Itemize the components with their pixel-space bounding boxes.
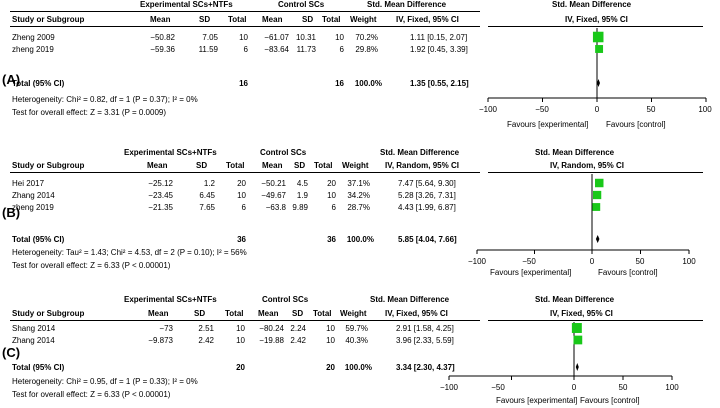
study-ci: 7.47 [5.64, 9.30] (398, 179, 456, 188)
study-n2: 10 (327, 191, 336, 200)
study-weight: 34.2% (347, 191, 370, 200)
study-n2: 6 (331, 203, 336, 212)
study-mean1: −25.12 (148, 179, 173, 188)
study-mean1: −21.35 (148, 203, 173, 212)
group2-header: Control SCs (260, 148, 307, 157)
total2-header: Total (314, 161, 333, 170)
mean1-header: Mean (147, 161, 168, 170)
group1-header: Experimental SCs+NTFs (124, 148, 217, 157)
study-sd1: 11.59 (198, 45, 218, 54)
mean1-header: Mean (150, 15, 171, 24)
x-tick-label: 50 (635, 257, 645, 266)
effect-header: Std. Mean Difference (370, 295, 450, 304)
study-ci: 3.96 [2.33, 5.59] (396, 336, 454, 345)
effect-sub-header: IV, Random, 95% CI (385, 161, 459, 170)
x-tick-label: −50 (535, 105, 549, 114)
study-weight: 59.7% (345, 324, 368, 333)
study-mean1: −23.45 (148, 191, 173, 200)
study-mean1: −9.873 (148, 336, 173, 345)
total1-header: Total (226, 161, 245, 170)
study-weight: 29.8% (355, 45, 378, 54)
study-sd2: 2.42 (290, 336, 306, 345)
x-tick-label: −100 (439, 383, 459, 392)
total2-header: Total (313, 309, 332, 318)
study-name: Shang 2014 (12, 324, 56, 333)
study-name: zheng 2019 (12, 45, 54, 54)
x-tick-label: −50 (491, 383, 505, 392)
study-sd2: 10.31 (295, 33, 316, 42)
overall-effect-text: Test for overall effect: Z = 6.33 (P < 0.00001) (12, 261, 171, 270)
total-n1: 36 (237, 235, 246, 244)
sd2-header: SD (294, 161, 306, 170)
study-n1: 10 (237, 191, 246, 200)
favours-right-label: Favours [control] (580, 396, 640, 405)
total-n2: 20 (326, 363, 335, 372)
study-col-header: Study or Subgroup (12, 15, 85, 24)
panel-label-b: (B) (2, 205, 21, 220)
study-sd1: 2.42 (198, 336, 214, 345)
panel-label-a: (A) (2, 72, 21, 87)
study-ci: 5.28 [3.26, 7.31] (398, 191, 456, 200)
x-tick-label: −50 (522, 257, 536, 266)
x-tick-label: 50 (618, 383, 628, 392)
study-n1: 10 (236, 324, 245, 333)
weight-header: Weight (350, 15, 377, 24)
study-sd2: 1.9 (296, 191, 308, 200)
sd1-header: SD (199, 15, 211, 24)
x-tick-label: −100 (478, 105, 498, 114)
panel-label-c: (C) (2, 345, 21, 360)
group2-header: Control SCs (278, 0, 325, 9)
study-n1: 6 (243, 45, 248, 54)
total-n2: 36 (327, 235, 336, 244)
heterogeneity-text: Heterogeneity: Chi² = 0.82, df = 1 (P = 0.37); I² = 0% (12, 95, 198, 104)
total-n2: 16 (335, 79, 344, 88)
favours-left-label: Favours [experimental] (490, 268, 572, 277)
total-label: Total (95% CI) (12, 79, 65, 88)
study-mean1: −50.82 (150, 33, 175, 42)
plot-effect-header: Std. Mean Difference (535, 148, 615, 157)
total-n1: 16 (239, 79, 248, 88)
study-mean2: −61.07 (264, 33, 289, 42)
study-n2: 6 (339, 45, 344, 54)
total1-header: Total (225, 309, 244, 318)
study-name: Hei 2017 (12, 179, 45, 188)
total1-header: Total (228, 15, 247, 24)
group1-header: Experimental SCs+NTFs (124, 295, 217, 304)
study-n2: 10 (326, 324, 335, 333)
study-name: Zheng 2009 (12, 33, 55, 42)
study-mean2: −50.21 (261, 179, 286, 188)
study-sd1: 2.51 (198, 324, 214, 333)
x-tick-label: 100 (698, 105, 712, 114)
study-sd1: 6.45 (199, 191, 215, 200)
study-n1: 6 (241, 203, 246, 212)
plot-effect-header: Std. Mean Difference (552, 0, 632, 9)
study-col-header: Study or Subgroup (12, 161, 85, 170)
total-weight: 100.0% (354, 79, 382, 88)
group1-header: Experimental SCs+NTFs (140, 0, 233, 9)
study-name: zheng 2019 (12, 203, 54, 212)
study-sd2: 11.73 (296, 45, 316, 54)
effect-sub-header: IV, Fixed, 95% CI (385, 309, 448, 318)
weight-header: Weight (342, 161, 369, 170)
x-tick-label: 0 (589, 257, 595, 266)
study-sd1: 7.05 (202, 33, 218, 42)
study-ci: 1.92 [0.45, 3.39] (410, 45, 468, 54)
study-sd2: 2.24 (290, 324, 306, 333)
favours-left-label: Favours [experimental] (507, 120, 589, 129)
study-marker (595, 179, 603, 187)
study-marker (593, 191, 601, 199)
pooled-diamond (576, 363, 579, 371)
study-marker (574, 336, 583, 345)
total-label: Total (95% CI) (12, 235, 65, 244)
study-mean1: −59.36 (150, 45, 175, 54)
mean1-header: Mean (148, 309, 169, 318)
mean2-header: Mean (262, 161, 283, 170)
effect-header: Std. Mean Difference (380, 148, 460, 157)
study-name: Zhang 2014 (12, 336, 55, 345)
study-n2: 10 (326, 336, 335, 345)
study-sd2: 9.89 (292, 203, 308, 212)
study-mean2: −49.67 (261, 191, 286, 200)
favours-right-label: Favours [control] (606, 120, 666, 129)
x-tick-label: 0 (594, 105, 600, 114)
total-ci: 3.34 [2.30, 4.37] (396, 363, 455, 372)
total-weight: 100.0% (346, 235, 374, 244)
study-sd1: 7.65 (199, 203, 215, 212)
study-marker (592, 203, 600, 211)
study-mean2: −19.88 (259, 336, 284, 345)
plot-effect-header: Std. Mean Difference (535, 295, 615, 304)
study-marker (595, 45, 603, 53)
study-sd1: 1.2 (203, 179, 215, 188)
study-n1: 10 (236, 336, 245, 345)
total-label: Total (95% CI) (12, 363, 65, 372)
study-weight: 28.7% (347, 203, 370, 212)
sd2-header: SD (292, 309, 304, 318)
weight-header: Weight (340, 309, 367, 318)
favours-right-label: Favours [control] (598, 268, 658, 277)
study-sd2: 4.5 (296, 179, 308, 188)
total-ci: 5.85 [4.04, 7.66] (398, 235, 457, 244)
x-tick-label: 50 (646, 105, 656, 114)
x-tick-label: −100 (467, 257, 487, 266)
effect-header: Std. Mean Difference (367, 0, 447, 9)
plot-sub-header: IV, Random, 95% CI (550, 161, 624, 170)
mean2-header: Mean (258, 309, 279, 318)
sd2-header: SD (302, 15, 314, 24)
x-tick-label: 100 (682, 257, 696, 266)
overall-effect-text: Test for overall effect: Z = 3.31 (P = 0.0009) (12, 108, 167, 117)
study-weight: 70.2% (355, 33, 378, 42)
plot-sub-header: IV, Fixed, 95% CI (565, 15, 628, 24)
study-n1: 20 (237, 179, 246, 188)
sd1-header: SD (194, 309, 206, 318)
study-ci: 4.43 [1.99, 6.87] (398, 203, 456, 212)
group2-header: Control SCs (262, 295, 309, 304)
overall-effect-text: Test for overall effect: Z = 6.33 (P < 0.00001) (12, 390, 171, 399)
favours-left-label: Favours [experimental] (496, 396, 578, 405)
total-ci: 1.35 [0.55, 2.15] (410, 79, 469, 88)
study-ci: 2.91 [1.58, 4.25] (396, 324, 454, 333)
study-marker (593, 32, 604, 43)
x-tick-label: 100 (665, 383, 679, 392)
study-mean1: −73 (159, 324, 173, 333)
study-ci: 1.11 [0.15, 2.07] (410, 33, 468, 42)
plot-sub-header: IV, Fixed, 95% CI (550, 309, 613, 318)
x-tick-label: 0 (571, 383, 577, 392)
study-n2: 20 (327, 179, 336, 188)
total-n1: 20 (236, 363, 245, 372)
study-mean2: −63.8 (265, 203, 286, 212)
pooled-diamond (596, 235, 600, 243)
mean2-header: Mean (262, 15, 283, 24)
sd1-header: SD (196, 161, 208, 170)
study-mean2: −83.64 (264, 45, 289, 54)
study-name: Zhang 2014 (12, 191, 55, 200)
study-marker (572, 323, 582, 333)
study-weight: 40.3% (345, 336, 368, 345)
study-weight: 37.1% (347, 179, 370, 188)
study-n1: 10 (239, 33, 248, 42)
study-n2: 10 (335, 33, 344, 42)
heterogeneity-text: Heterogeneity: Chi² = 0.95, df = 1 (P = 0.33); I² = 0% (12, 377, 198, 386)
total-weight: 100.0% (344, 363, 372, 372)
study-mean2: −80.24 (259, 324, 284, 333)
heterogeneity-text: Heterogeneity: Tau² = 1.43; Chi² = 4.53, df = 2 (P = 0.10); I² = 56% (12, 248, 247, 257)
total2-header: Total (322, 15, 341, 24)
study-col-header: Study or Subgroup (12, 309, 85, 318)
effect-sub-header: IV, Fixed, 95% CI (396, 15, 459, 24)
